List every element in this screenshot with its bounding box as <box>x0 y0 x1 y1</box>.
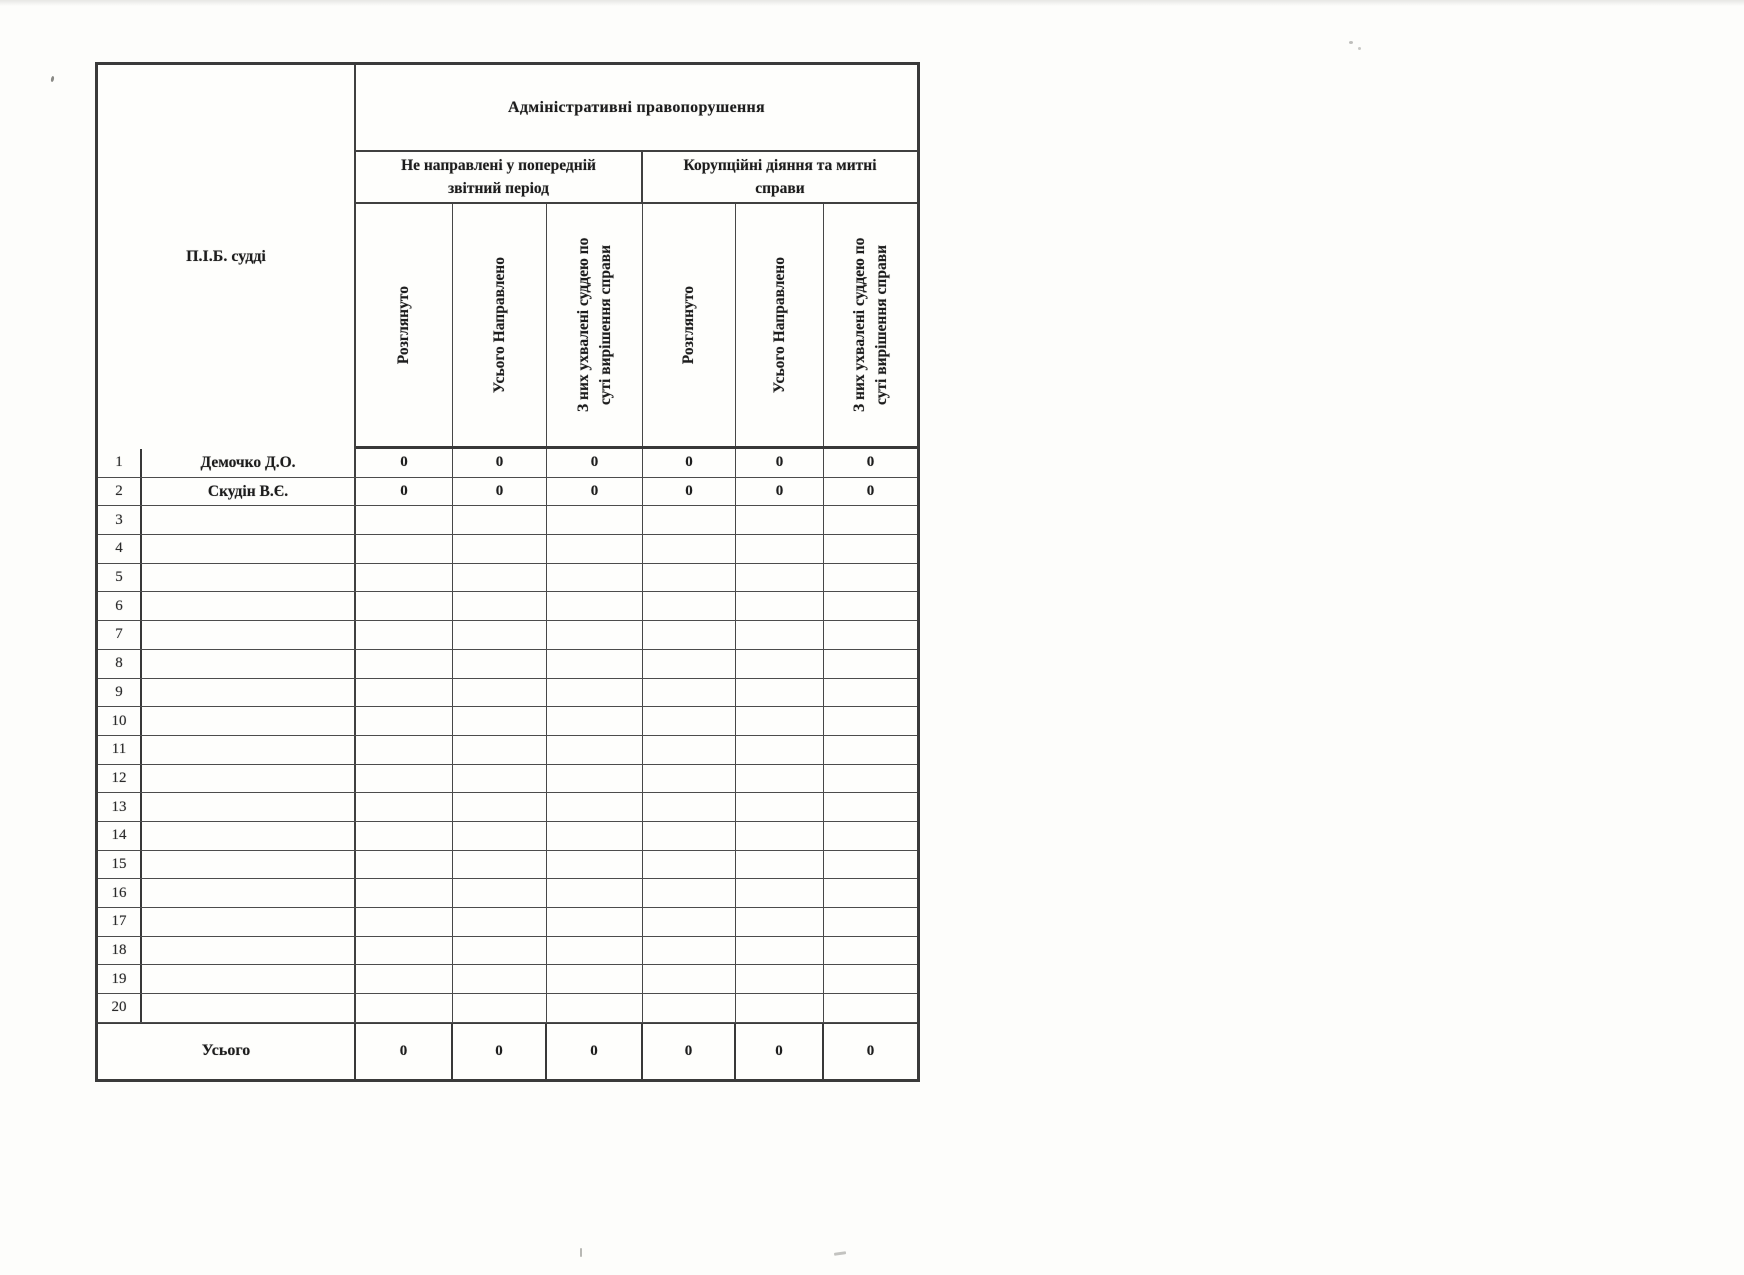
judge-name-cell: Скудін В.Є. <box>142 478 356 506</box>
value-cell <box>547 506 643 534</box>
judge-name-cell <box>142 506 356 534</box>
value-cell <box>824 535 917 563</box>
table-row <box>98 937 917 966</box>
value-cell <box>453 994 547 1022</box>
value-cell <box>356 592 453 620</box>
value-cell <box>643 822 736 850</box>
value-cell <box>643 506 736 534</box>
value-cell <box>736 908 824 936</box>
column-header-label: Усього Направлено <box>490 256 508 394</box>
judge-name-cell <box>142 937 356 965</box>
table-row <box>98 822 917 851</box>
value-cell <box>547 621 643 649</box>
group-header-row <box>356 152 917 204</box>
value-cell <box>453 592 547 620</box>
value-cell <box>453 679 547 707</box>
column-header-row <box>356 204 917 449</box>
judge-name-cell <box>142 994 356 1022</box>
table-row <box>98 765 917 794</box>
value-cell <box>824 707 917 735</box>
value-cell <box>547 765 643 793</box>
value-cell <box>643 793 736 821</box>
table-row <box>98 535 917 564</box>
value-cell <box>547 535 643 563</box>
value-cell <box>643 851 736 879</box>
value-cell <box>824 736 917 764</box>
value-cell: 0 <box>866 454 875 471</box>
row-number-cell: 8 <box>98 650 142 678</box>
value-cell <box>356 994 453 1022</box>
scan-speck <box>1358 47 1361 50</box>
total-value-cell: 0 <box>356 1024 453 1079</box>
value-cell <box>453 793 547 821</box>
value-cell <box>824 793 917 821</box>
scan-speck <box>834 1251 846 1255</box>
value-cell <box>736 506 824 534</box>
value-cell <box>736 679 824 707</box>
value-cell <box>547 908 643 936</box>
value-cell <box>736 765 824 793</box>
header-right-section <box>356 65 917 449</box>
value-cell <box>356 564 453 592</box>
value-cell <box>824 908 917 936</box>
value-cell <box>453 908 547 936</box>
value-cell <box>547 851 643 879</box>
value-cell <box>453 506 547 534</box>
row-number-cell: 13 <box>98 793 142 821</box>
judge-name-cell <box>142 707 356 735</box>
table-row <box>98 564 917 593</box>
scan-speck <box>580 1248 582 1257</box>
value-cell <box>736 535 824 563</box>
row-number-cell: 7 <box>98 621 142 649</box>
value-cell <box>356 621 453 649</box>
value-cell <box>547 736 643 764</box>
value-cell <box>824 621 917 649</box>
value-cell <box>824 679 917 707</box>
value-cell <box>643 707 736 735</box>
value-cell <box>547 822 643 850</box>
value-cell <box>547 707 643 735</box>
scan-speck <box>50 76 54 82</box>
value-cell <box>547 965 643 993</box>
value-cell <box>736 937 824 965</box>
value-cell <box>356 765 453 793</box>
value-cell <box>356 793 453 821</box>
column-header-label: Усього Направлено <box>770 256 788 394</box>
value-cell <box>453 650 547 678</box>
judge-name-cell <box>142 592 356 620</box>
value-cell <box>453 937 547 965</box>
scan-speck <box>1349 41 1353 44</box>
value-cell <box>736 994 824 1022</box>
value-cell <box>824 851 917 879</box>
value-cell <box>453 851 547 879</box>
total-value-cell: 0 <box>643 1024 736 1079</box>
column-header-label: Розглянуто <box>680 285 697 365</box>
total-value-cell: 0 <box>736 1024 824 1079</box>
value-cell <box>643 592 736 620</box>
judge-name-cell <box>142 965 356 993</box>
value-cell <box>736 564 824 592</box>
table-row <box>98 965 917 994</box>
column-header-total-forwarded-2 <box>736 204 824 446</box>
column-header-considered-1 <box>356 204 453 446</box>
row-number-cell: 15 <box>98 851 142 879</box>
value-cell: 0 <box>736 478 824 506</box>
value-cell <box>736 851 824 879</box>
value-cell <box>356 908 453 936</box>
total-label-cell: Усього <box>98 1024 356 1079</box>
value-cell <box>643 879 736 907</box>
row-number-cell: 10 <box>98 707 142 735</box>
row-number-cell: 6 <box>98 592 142 620</box>
total-value-cell: 0 <box>866 1042 875 1059</box>
column-header-total-forwarded-1 <box>453 204 547 446</box>
value-cell <box>736 621 824 649</box>
column-header-decided-on-merits-1 <box>547 204 643 446</box>
value-cell <box>824 650 917 678</box>
row-number-cell: 9 <box>98 679 142 707</box>
value-cell: 0 <box>643 449 736 477</box>
value-cell <box>547 879 643 907</box>
value-cell <box>736 879 824 907</box>
value-cell <box>824 879 917 907</box>
judge-name-cell <box>142 535 356 563</box>
value-cell <box>824 506 917 534</box>
value-cell <box>643 908 736 936</box>
value-cell <box>453 621 547 649</box>
value-cell <box>736 650 824 678</box>
value-cell <box>453 879 547 907</box>
total-value-cell: 0 <box>547 1024 643 1079</box>
total-row <box>98 1023 917 1079</box>
value-cell <box>824 822 917 850</box>
value-cell <box>547 592 643 620</box>
value-cell <box>736 707 824 735</box>
judge-name-cell <box>142 621 356 649</box>
row-number-cell: 5 <box>98 564 142 592</box>
value-cell: 0 <box>736 449 824 477</box>
value-cell <box>643 535 736 563</box>
row-number-cell: 14 <box>98 822 142 850</box>
value-cell: 0 <box>547 449 643 477</box>
value-cell <box>736 965 824 993</box>
judge-name-cell <box>142 564 356 592</box>
table-row <box>98 736 917 765</box>
column-header-considered-2 <box>643 204 736 446</box>
value-cell <box>547 679 643 707</box>
table-row <box>98 793 917 822</box>
value-cell <box>547 793 643 821</box>
value-cell: 0 <box>356 478 453 506</box>
table-row <box>98 679 917 708</box>
table-row <box>98 449 917 478</box>
row-number-cell: 1 <box>98 449 142 477</box>
value-cell <box>356 535 453 563</box>
judge-name-cell <box>142 851 356 879</box>
value-cell <box>643 564 736 592</box>
value-cell <box>453 736 547 764</box>
value-cell <box>643 937 736 965</box>
value-cell <box>356 965 453 993</box>
judge-name-cell <box>142 765 356 793</box>
group-header-corruption-customs: Корупційні діяння та митні справи <box>643 152 917 204</box>
table-row <box>98 506 917 535</box>
judge-name-cell <box>142 908 356 936</box>
corner-header-cell: П.І.Б. судді <box>98 65 356 449</box>
group-header-not-forwarded: Не направлені у попередній звітний період <box>356 152 643 204</box>
value-cell <box>356 937 453 965</box>
row-number-cell: 12 <box>98 765 142 793</box>
value-cell <box>824 965 917 993</box>
value-cell <box>736 793 824 821</box>
value-cell: 0 <box>547 478 643 506</box>
value-cell <box>643 650 736 678</box>
judge-name-cell: Демочко Д.О. <box>142 449 356 477</box>
judge-name-cell <box>142 822 356 850</box>
value-cell <box>643 736 736 764</box>
value-cell: 0 <box>356 449 453 477</box>
value-cell <box>356 679 453 707</box>
value-cell <box>643 679 736 707</box>
row-number-cell: 19 <box>98 965 142 993</box>
value-cell <box>356 879 453 907</box>
value-cell: 0 <box>866 483 875 500</box>
table-row <box>98 478 917 507</box>
table-row <box>98 994 917 1023</box>
row-number-cell: 20 <box>98 994 142 1022</box>
table-row <box>98 650 917 679</box>
table-row <box>98 908 917 937</box>
value-cell <box>736 736 824 764</box>
value-cell <box>547 564 643 592</box>
table-row <box>98 592 917 621</box>
value-cell <box>643 765 736 793</box>
judge-name-cell <box>142 736 356 764</box>
scan-edge-shadow <box>0 0 1744 6</box>
column-header-label: З них ухвалені суддею по суті вирішення справи <box>850 237 890 413</box>
table-row <box>98 851 917 880</box>
judge-name-cell <box>142 679 356 707</box>
value-cell: 0 <box>643 478 736 506</box>
value-cell <box>643 994 736 1022</box>
top-header-cell: Адміністративні правопорушення <box>356 65 917 152</box>
row-number-cell: 18 <box>98 937 142 965</box>
value-cell <box>736 822 824 850</box>
table-body <box>98 449 917 1023</box>
judge-name-cell <box>142 650 356 678</box>
value-cell <box>824 564 917 592</box>
value-cell: 0 <box>453 449 547 477</box>
value-cell <box>643 965 736 993</box>
value-cell <box>453 965 547 993</box>
value-cell <box>736 592 824 620</box>
value-cell <box>453 765 547 793</box>
value-cell <box>547 650 643 678</box>
row-number-cell: 16 <box>98 879 142 907</box>
value-cell <box>824 994 917 1022</box>
value-cell <box>356 736 453 764</box>
value-cell <box>356 650 453 678</box>
judge-name-cell <box>142 793 356 821</box>
row-number-cell: 4 <box>98 535 142 563</box>
judge-name-cell <box>142 879 356 907</box>
value-cell <box>356 851 453 879</box>
judges-statistics-table <box>95 62 920 1082</box>
row-number-cell: 2 <box>98 478 142 506</box>
table-row <box>98 879 917 908</box>
value-cell <box>453 822 547 850</box>
value-cell <box>453 707 547 735</box>
column-header-decided-on-merits-2 <box>824 204 917 446</box>
value-cell <box>453 535 547 563</box>
value-cell <box>643 621 736 649</box>
table-row <box>98 621 917 650</box>
table-row <box>98 707 917 736</box>
row-number-cell: 11 <box>98 736 142 764</box>
value-cell <box>356 822 453 850</box>
value-cell <box>824 592 917 620</box>
value-cell <box>356 506 453 534</box>
value-cell <box>547 994 643 1022</box>
value-cell: 0 <box>453 478 547 506</box>
column-header-label: Розглянуто <box>395 285 412 365</box>
value-cell <box>453 564 547 592</box>
value-cell <box>824 765 917 793</box>
table-header <box>98 65 917 449</box>
column-header-label: З них ухвалені суддею по суті вирішення справи <box>574 237 614 413</box>
value-cell <box>356 707 453 735</box>
value-cell <box>547 937 643 965</box>
total-value-cell: 0 <box>453 1024 547 1079</box>
row-number-cell: 3 <box>98 506 142 534</box>
row-number-cell: 17 <box>98 908 142 936</box>
value-cell <box>824 937 917 965</box>
